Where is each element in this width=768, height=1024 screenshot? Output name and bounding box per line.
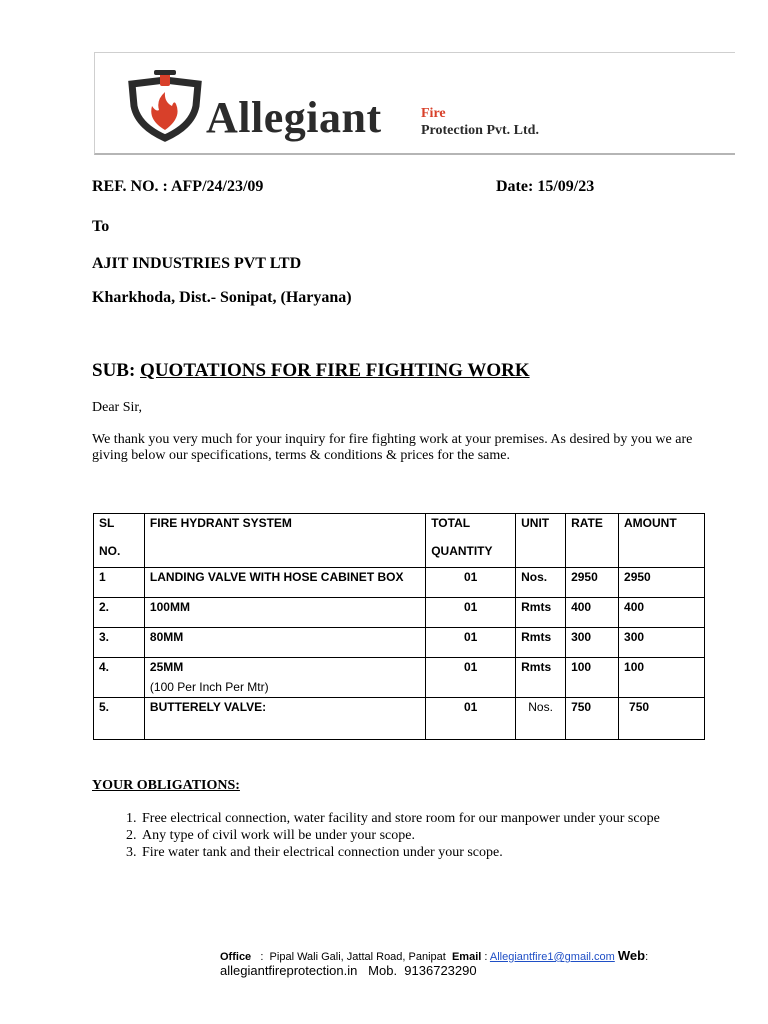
mobile-number: 9136723290: [404, 963, 477, 978]
subject-text: QUOTATIONS FOR FIRE FIGHTING WORK: [140, 360, 530, 381]
office-address: Pipal Wali Gali, Jattal Road, Panipat: [269, 951, 446, 963]
shield-flame-icon: [126, 70, 204, 142]
cell-item: 25MM (100 Per Inch Per Mtr): [144, 658, 425, 698]
subject-line: [92, 360, 530, 382]
cell-qty: 01: [426, 568, 516, 598]
to-label: To: [92, 218, 110, 235]
table-row: [94, 628, 705, 658]
cell-qty: 01: [426, 598, 516, 628]
subject-prefix: SUB:: [92, 360, 136, 381]
intro-paragraph: We thank you very much for your inquiry for fire fighting work at your premises. As desired by you we are giving below our specifications, terms & conditions & prices for the same.: [92, 432, 693, 463]
recipient-name: AJIT INDUSTRIES PVT LTD: [92, 255, 302, 272]
reference-number: REF. NO. : AFP/24/23/09: [92, 178, 264, 195]
header-sl: SL NO.: [94, 514, 145, 568]
cell-sl: 5.: [94, 698, 145, 740]
cell-item: 80MM: [144, 628, 425, 658]
cell-sl: 2.: [94, 598, 145, 628]
cell-unit: Rmts: [516, 598, 566, 628]
list-item: 2. Any type of civil work will be under your scope.: [140, 827, 660, 844]
cell-rate: 750: [566, 698, 619, 740]
cell-item: BUTTERELY VALVE:: [144, 698, 425, 740]
cell-amount: 300: [619, 628, 705, 658]
cell-qty: 01: [426, 658, 516, 698]
header-item: FIRE HYDRANT SYSTEM: [144, 514, 425, 568]
cell-unit: Rmts: [516, 658, 566, 698]
cell-qty: 01: [426, 628, 516, 658]
cell-amount: 750: [619, 698, 705, 740]
email-link[interactable]: Allegiantfire1@gmail.com: [489, 951, 615, 963]
website[interactable]: allegiantfireprotection.in: [220, 963, 358, 978]
obligations-title: YOUR OBLIGATIONS:: [92, 778, 240, 793]
cell-sl: 3.: [94, 628, 145, 658]
cell-item: LANDING VALVE WITH HOSE CABINET BOX: [144, 568, 425, 598]
obligations-list: [103, 810, 660, 861]
brand-name: Allegiant: [206, 93, 382, 142]
cell-rate: 100: [566, 658, 619, 698]
brand-tagline-protection: Protection Pvt. Ltd.: [421, 123, 539, 138]
email-label: Email: [451, 951, 482, 963]
cell-rate: 2950: [566, 568, 619, 598]
cell-item: 100MM: [144, 598, 425, 628]
table-row: [94, 568, 705, 598]
cell-rate: 400: [566, 598, 619, 628]
header-unit: UNIT: [516, 514, 566, 568]
cell-qty: 01: [426, 698, 516, 740]
quotation-table: [93, 513, 705, 740]
cell-unit: Nos.: [516, 568, 566, 598]
office-label: Office: [220, 951, 252, 963]
mobile-label: Mob.: [368, 963, 398, 978]
cell-sl: 4.: [94, 658, 145, 698]
cell-sl: 1: [94, 568, 145, 598]
table-row: [94, 598, 705, 628]
cell-item-note: (100 Per Inch Per Mtr): [149, 680, 269, 694]
cell-amount: 2950: [619, 568, 705, 598]
list-item: 3. Fire water tank and their electrical connection under your scope.: [140, 844, 660, 861]
cell-unit: Rmts: [516, 628, 566, 658]
table-row: [94, 698, 705, 740]
cell-rate: 300: [566, 628, 619, 658]
header-quantity: TOTAL QUANTITY: [426, 514, 516, 568]
letter-date: Date: 15/09/23: [496, 178, 595, 195]
table-row: [94, 658, 705, 698]
recipient-address: Kharkhoda, Dist.- Sonipat, (Haryana): [92, 289, 352, 306]
web-label: Web: [617, 948, 646, 963]
cell-unit: Nos.: [516, 698, 566, 740]
table-header-row: [94, 514, 705, 568]
list-item: 1. Free electrical connection, water facility and store room for our manpower under your scope: [140, 810, 660, 827]
salutation: Dear Sir,: [92, 400, 142, 415]
cell-amount: 100: [619, 658, 705, 698]
cell-amount: 400: [619, 598, 705, 628]
header-amount: AMOUNT: [619, 514, 705, 568]
brand-tagline-fire: Fire: [421, 106, 446, 121]
footer-contact: Office : Pipal Wali Gali, Jattal Road, Panipat Email : Allegiantfire1@gmail.com Web: allegiantfireprotection.in Mob. 9136723290: [220, 948, 649, 978]
header-rate: RATE: [566, 514, 619, 568]
